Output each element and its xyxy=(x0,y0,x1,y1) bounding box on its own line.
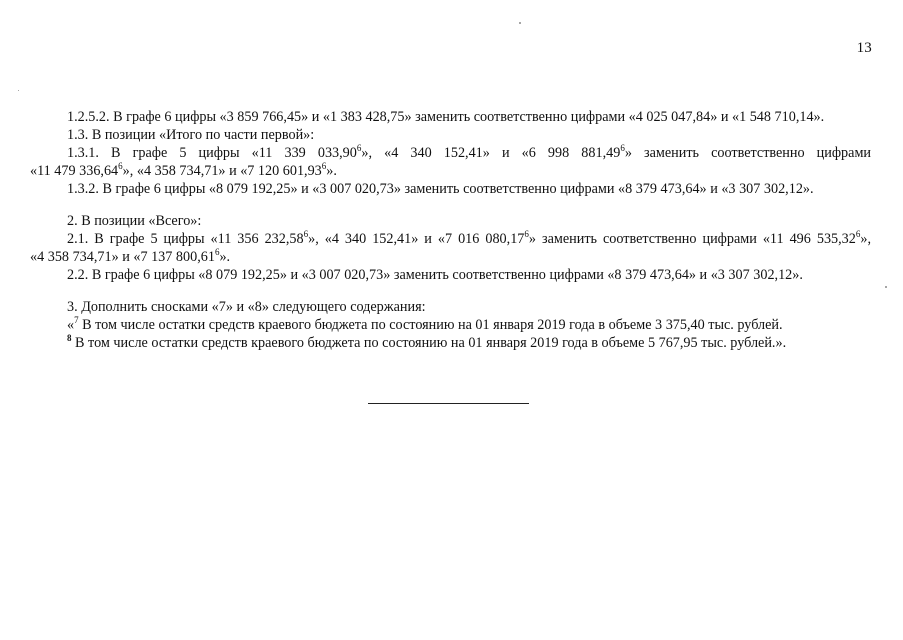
footnote-ref: 6 xyxy=(118,161,123,171)
footnote-ref: 6 xyxy=(524,229,529,239)
footnote-7 xyxy=(67,316,871,334)
clause-text: », xyxy=(860,231,872,247)
clause-2-1-line1 xyxy=(67,230,871,248)
clause-1-3-1-line2 xyxy=(30,162,871,180)
clause-text: », «4 340 152,41» и «7 016 080,17 xyxy=(308,231,525,247)
clause-text: » заменить соответственно цифрами «11 496 535,32 xyxy=(528,231,856,247)
clause-text: «4 358 734,71» и «7 137 800,61 xyxy=(30,249,215,265)
clause-2-1-line2 xyxy=(30,248,871,266)
clause-text: 1.3.1. В графе 5 цифры «11 339 033,90 xyxy=(67,145,357,161)
clause-text: 2.1. В графе 5 цифры «11 356 232,58 xyxy=(67,231,304,247)
footnote-ref: 6 xyxy=(303,229,309,239)
closing-divider-line xyxy=(368,403,529,404)
clause-2-2: 2.2. В графе 6 цифры «8 079 192,25» и «3 007 020,73» заменить соответственно цифрами «8 379 473,64» и «3 307 302,12». xyxy=(67,267,803,283)
clause-text: » заменить соответственно цифрами xyxy=(624,145,872,161)
clause-2-heading: 2. В позиции «Всего»: xyxy=(67,213,202,229)
quote-open: « xyxy=(67,317,75,333)
footnote-ref: 6 xyxy=(620,143,625,153)
footnote-text: В том числе остатки средств краевого бюджета по состоянию на 01 января 2019 года в объеме 3 375,40 тыс. рублей. xyxy=(78,317,783,333)
clause-text: «11 479 336,64 xyxy=(30,163,119,179)
footnote-ref: 6 xyxy=(321,161,327,171)
footnote-text: В том числе остатки средств краевого бюджета по состоянию на 01 января 2019 года в объеме 5 767,95 тыс. рублей.». xyxy=(71,335,787,351)
clause-1-3-2: 1.3.2. В графе 6 цифры «8 079 192,25» и «3 007 020,73» заменить соответственно цифрами «8 379 473,64» и «3 307 302,12». xyxy=(67,181,814,197)
clause-1-3-1-line1 xyxy=(67,144,871,162)
clause-1-3-heading: 1.3. В позиции «Итого по части первой»: xyxy=(67,127,315,143)
clause-text: », «4 340 152,41» и «6 998 881,49 xyxy=(361,145,621,161)
footnote-marker: 7 xyxy=(74,315,79,325)
page-number: 13 xyxy=(856,40,872,56)
clause-text: », «4 358 734,71» и «7 120 601,93 xyxy=(122,163,322,179)
scan-speck xyxy=(885,286,887,288)
footnote-ref: 6 xyxy=(214,247,220,257)
clause-text: ». xyxy=(326,163,337,179)
clause-text: ». xyxy=(219,249,231,265)
footnote-ref: 6 xyxy=(855,229,861,239)
clause-3-heading: 3. Дополнить сносками «7» и «8» следующего содержания: xyxy=(67,299,426,315)
footnote-ref: 6 xyxy=(356,143,362,153)
clause-1-2-5-2: 1.2.5.2. В графе 6 цифры «3 859 766,45» и «1 383 428,75» заменить соответственно цифрами «4 025 047,84» и «1 548 710,14». xyxy=(67,109,825,125)
footnote-marker: 8 xyxy=(67,333,72,343)
footnote-8 xyxy=(67,334,871,352)
scan-speck xyxy=(519,22,521,24)
scan-speck xyxy=(18,90,19,91)
